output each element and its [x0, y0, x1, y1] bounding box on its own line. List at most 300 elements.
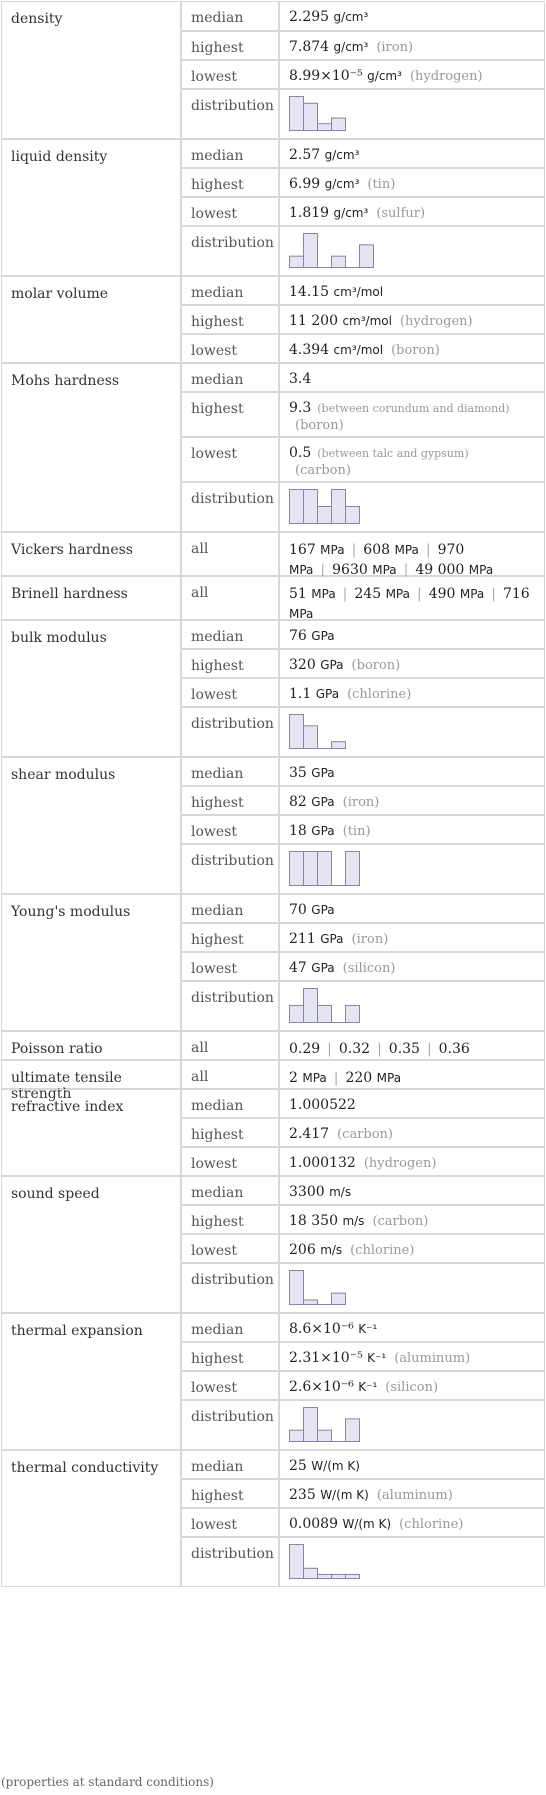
distribution-histogram [289, 714, 347, 750]
stat-value-cell [279, 1371, 545, 1400]
stat-label-cell [181, 1508, 279, 1537]
stat-label: highest [191, 177, 244, 193]
distribution-histogram [289, 1270, 347, 1306]
histogram-bar [304, 1408, 318, 1442]
stat-label: highest [191, 1351, 244, 1367]
histogram-bar [290, 256, 304, 267]
value-unit: GPa [315, 687, 340, 701]
stat-label-cell [181, 894, 279, 923]
property-name: Brinell hardness [1, 576, 181, 620]
stat-label-cell [181, 707, 279, 757]
stat-label: median [191, 148, 244, 164]
stat-value-cell [279, 363, 545, 392]
stat-label: distribution [191, 491, 274, 507]
histogram-bar [346, 852, 360, 886]
stat-label-cell [181, 1205, 279, 1234]
value-text [289, 765, 538, 782]
distribution-histogram [289, 96, 347, 132]
value-text [289, 1487, 538, 1504]
unit: MPa [468, 563, 494, 577]
stat-label-cell [181, 786, 279, 815]
value-note: (boron) [351, 658, 401, 673]
value-text [289, 686, 538, 703]
stat-label-cell [181, 60, 279, 89]
value-number: 7.874 [289, 39, 330, 55]
histogram-bar [346, 1574, 360, 1578]
unit: MPa [320, 543, 345, 557]
value-number: 2.6×10⁻⁶ [289, 1379, 354, 1395]
value-unit: g/cm³ [324, 177, 360, 191]
stat-label: distribution [191, 98, 274, 114]
value-text [289, 1155, 538, 1172]
value-unit: m/s [320, 1243, 343, 1257]
value-number: 320 [289, 657, 316, 673]
value-text [289, 1350, 538, 1367]
value-note: (boron) [295, 418, 344, 433]
stat-label-cell [181, 1147, 279, 1176]
histogram-bar [304, 234, 318, 268]
value-text [289, 628, 538, 645]
unit: MPa [376, 1071, 402, 1085]
value-number: 76 [289, 628, 307, 644]
histogram-bar [332, 1293, 346, 1304]
value-unit: g/cm³ [367, 69, 402, 83]
value-unit: K⁻¹ [358, 1322, 378, 1336]
list-separator: | [416, 586, 422, 602]
histogram-bar [318, 1006, 332, 1023]
list-separator: | [333, 1070, 339, 1086]
value-text [289, 1126, 538, 1143]
unit: MPa [372, 563, 397, 577]
unit: MPa [302, 1071, 327, 1085]
unit: MPa [394, 543, 419, 557]
stat-label: all [191, 1040, 209, 1056]
value-number: 70 [289, 902, 307, 918]
stat-label: highest [191, 401, 244, 417]
value-number: 1.000522 [289, 1097, 356, 1113]
value-number: 82 [289, 794, 307, 810]
unit: MPa [311, 587, 336, 601]
stat-value-cell [279, 482, 545, 532]
unit: MPa [459, 587, 485, 601]
stat-label-cell [181, 305, 279, 334]
unit: MPa [289, 607, 314, 621]
stat-value-cell [279, 1342, 545, 1371]
stat-value-cell [279, 620, 545, 649]
stat-value-cell [279, 168, 545, 197]
value-number: 8.6×10⁻⁶ [289, 1321, 354, 1337]
value-text [289, 1379, 538, 1396]
value-note: (hydrogen) [363, 1156, 437, 1171]
value-list [289, 1068, 538, 1088]
value-note: (iron) [342, 795, 380, 810]
distribution-histogram [289, 233, 375, 269]
stat-label-cell [181, 1537, 279, 1587]
unit: MPa [385, 587, 410, 601]
stat-value-cell [279, 757, 545, 786]
stat-label-cell [181, 952, 279, 981]
histogram-bar [290, 715, 304, 749]
value-text [289, 960, 538, 977]
stat-label: median [191, 1098, 244, 1114]
list-item: 490 MPa [428, 586, 485, 602]
stat-value-cell [279, 1450, 545, 1479]
stat-value-cell [279, 1031, 545, 1060]
value-note: (tin) [367, 177, 396, 192]
stat-value-cell [279, 1060, 545, 1089]
histogram-bar [304, 103, 318, 130]
value-number: 2.57 [289, 147, 321, 163]
value-number: 235 [289, 1487, 316, 1503]
value-number: 2.295 [289, 9, 330, 25]
stat-label-cell [181, 1234, 279, 1263]
histogram-bar [332, 1574, 346, 1578]
list-item: 51 MPa [289, 586, 336, 602]
property-name: sound speed [1, 1176, 181, 1313]
stat-label-cell [181, 139, 279, 168]
stat-value-cell [279, 815, 545, 844]
stat-label: distribution [191, 1546, 274, 1562]
list-separator: | [327, 1041, 332, 1057]
stat-label: median [191, 1459, 244, 1475]
value-qualifier: (between talc and gypsum) [317, 447, 469, 460]
stat-label-cell [181, 276, 279, 305]
value-number: 0.5 [289, 445, 312, 461]
value-text [289, 68, 538, 85]
stat-label-cell [181, 1031, 279, 1060]
stat-label: lowest [191, 687, 237, 703]
value-note: (iron) [351, 932, 389, 947]
stat-value-cell [279, 1508, 545, 1537]
stat-label: distribution [191, 853, 274, 869]
footnote: (properties at standard conditions) [1, 1775, 214, 1789]
stat-value-cell [279, 844, 545, 894]
stat-value-cell [279, 1263, 545, 1313]
histogram-bar [318, 124, 332, 131]
list-item: 608 MPa [363, 542, 419, 558]
stat-label-cell [181, 678, 279, 707]
stat-label-cell [181, 576, 279, 620]
value-number: 211 [289, 931, 316, 947]
stat-label: distribution [191, 716, 274, 732]
property-name: bulk modulus [1, 620, 181, 757]
stat-label: median [191, 629, 244, 645]
stat-label-cell [181, 815, 279, 844]
stat-value-cell [279, 139, 545, 168]
stat-value-cell [279, 1479, 545, 1508]
property-name: molar volume [1, 276, 181, 363]
stat-label: all [191, 1069, 209, 1085]
stat-value-cell [279, 1176, 545, 1205]
stat-label: highest [191, 658, 244, 674]
value-text [289, 445, 538, 479]
value-text [289, 1458, 538, 1475]
stat-label-cell [181, 620, 279, 649]
value-number: 14.15 [289, 284, 330, 300]
property-name: density [1, 1, 181, 139]
stat-value-cell [279, 276, 545, 305]
value-note: (carbon) [372, 1214, 429, 1229]
value-note: (silicon) [342, 961, 396, 976]
stat-label-cell [181, 197, 279, 226]
stat-label: median [191, 903, 244, 919]
stat-label: highest [191, 932, 244, 948]
value-unit: g/cm³ [333, 10, 369, 24]
list-item: 0.36 [438, 1041, 470, 1057]
stat-value-cell [279, 1234, 545, 1263]
stat-label-cell [181, 981, 279, 1031]
histogram-bar [290, 97, 304, 131]
stat-label-cell [181, 1342, 279, 1371]
stat-label: distribution [191, 1409, 274, 1425]
value-note: (tin) [342, 824, 371, 839]
stat-label-cell [181, 168, 279, 197]
distribution-histogram [289, 1407, 361, 1443]
value-text [289, 371, 538, 388]
stat-label: highest [191, 1488, 244, 1504]
value-note: (aluminum) [376, 1488, 453, 1503]
stat-label-cell [181, 226, 279, 276]
value-text [289, 284, 538, 301]
list-item: 970 MPa [289, 542, 465, 577]
histogram-bar [346, 1006, 360, 1023]
value-number: 47 [289, 960, 307, 976]
histogram-bar [304, 726, 318, 749]
value-number: 2.31×10⁻⁵ [289, 1350, 363, 1366]
value-unit: GPa [311, 824, 335, 838]
value-text [289, 313, 538, 330]
stat-label-cell [181, 1089, 279, 1118]
histogram-bar [360, 245, 374, 268]
list-item: 716 MPa [289, 586, 530, 621]
stat-label-cell [181, 923, 279, 952]
stat-label-cell [181, 31, 279, 60]
list-item: 245 MPa [354, 586, 410, 602]
value-unit: m/s [342, 1214, 365, 1228]
stat-value-cell [279, 89, 545, 139]
property-name: ultimate tensile strength [1, 1060, 181, 1089]
value-number: 1.819 [289, 205, 330, 221]
list-separator: | [403, 562, 409, 578]
stat-label-cell [181, 1263, 279, 1313]
value-text [289, 823, 538, 840]
stat-value-cell [279, 305, 545, 334]
histogram-bar [318, 1430, 332, 1441]
stat-label: all [191, 585, 209, 601]
stat-label: median [191, 10, 244, 26]
stat-label-cell [181, 363, 279, 392]
value-number: 18 350 [289, 1213, 338, 1229]
stat-label: median [191, 285, 244, 301]
value-note: (chlorine) [350, 1243, 415, 1258]
property-name: refractive index [1, 1089, 181, 1176]
property-name: Mohs hardness [1, 363, 181, 532]
list-item: 2 MPa [289, 1070, 327, 1086]
histogram-bar [318, 1574, 332, 1578]
stat-label: highest [191, 795, 244, 811]
stat-value-cell [279, 786, 545, 815]
list-separator: | [342, 586, 348, 602]
stat-value-cell [279, 707, 545, 757]
histogram-bar [290, 1545, 304, 1579]
value-note: (carbon) [295, 463, 351, 478]
value-unit: g/cm³ [333, 40, 369, 54]
stat-value-cell [279, 226, 545, 276]
value-note: (silicon) [385, 1380, 439, 1395]
histogram-bar [332, 256, 346, 267]
value-number: 6.99 [289, 176, 321, 192]
list-item: 0.32 [338, 1041, 371, 1057]
stat-value-cell [279, 437, 545, 482]
value-note: (sulfur) [376, 206, 426, 221]
stat-label-cell [181, 437, 279, 482]
value-unit: GPa [311, 629, 335, 643]
value-number: 25 [289, 1458, 307, 1474]
distribution-histogram [289, 851, 361, 887]
stat-value-cell [279, 334, 545, 363]
stat-label-cell [181, 1479, 279, 1508]
stat-label: highest [191, 1127, 244, 1143]
stat-label: lowest [191, 206, 237, 222]
value-text [289, 1213, 538, 1230]
list-item: 220 MPa [345, 1070, 402, 1086]
unit: MPa [289, 563, 314, 577]
property-name: Poisson ratio [1, 1031, 181, 1060]
stat-value-cell [279, 576, 545, 620]
property-name: Vickers hardness [1, 532, 181, 576]
value-number: 1.1 [289, 686, 312, 702]
value-note: (carbon) [337, 1127, 394, 1142]
value-qualifier: (between corundum and diamond) [317, 402, 510, 415]
stat-label: lowest [191, 1243, 237, 1259]
histogram-bar [304, 989, 318, 1023]
value-note: (hydrogen) [399, 314, 473, 329]
stat-label: distribution [191, 235, 274, 251]
stat-value-cell [279, 1, 545, 31]
value-note: (iron) [376, 40, 414, 55]
stat-label: lowest [191, 824, 237, 840]
property-name: thermal expansion [1, 1313, 181, 1450]
value-number: 3300 [289, 1184, 325, 1200]
stat-value-cell [279, 31, 545, 60]
histogram-bar [346, 507, 360, 524]
list-separator: | [425, 542, 431, 558]
value-number: 3.4 [289, 371, 312, 387]
list-separator: | [320, 562, 326, 578]
value-number: 0.0089 [289, 1516, 338, 1532]
stat-label-cell [181, 1371, 279, 1400]
value-number: 206 [289, 1242, 316, 1258]
histogram-bar [290, 1430, 304, 1441]
property-name: thermal conductivity [1, 1450, 181, 1587]
value-unit: cm³/mol [342, 314, 392, 328]
value-unit: GPa [311, 795, 335, 809]
value-text [289, 1321, 538, 1338]
list-separator: | [491, 586, 496, 602]
histogram-bar [304, 490, 318, 524]
stat-label-cell [181, 1060, 279, 1089]
value-list [289, 540, 538, 580]
value-number: 2.417 [289, 1126, 330, 1142]
value-unit: g/cm³ [324, 148, 360, 162]
value-number: 1.000132 [289, 1155, 356, 1171]
value-text [289, 1242, 538, 1259]
list-item: 0.29 [289, 1041, 321, 1057]
histogram-bar [290, 1271, 304, 1305]
stat-label-cell [181, 89, 279, 139]
histogram-bar [318, 852, 332, 886]
value-text [289, 176, 538, 193]
value-unit: GPa [311, 766, 335, 780]
stat-value-cell [279, 678, 545, 707]
stat-label: distribution [191, 1272, 274, 1288]
value-unit: W/(m K) [342, 1517, 392, 1531]
stat-label: highest [191, 1214, 244, 1230]
histogram-bar [318, 507, 332, 524]
stat-label-cell [181, 392, 279, 437]
stat-value-cell [279, 923, 545, 952]
stat-value-cell [279, 1118, 545, 1147]
value-note: (chlorine) [347, 687, 412, 702]
stat-value-cell [279, 894, 545, 923]
value-text [289, 342, 538, 359]
value-number: 35 [289, 765, 307, 781]
value-text [289, 1184, 538, 1201]
value-text [289, 400, 538, 434]
histogram-bar [290, 1006, 304, 1023]
value-unit: g/cm³ [333, 206, 369, 220]
stat-label: median [191, 766, 244, 782]
value-text [289, 931, 538, 948]
value-number: 9.3 [289, 400, 312, 416]
value-list [289, 1039, 538, 1059]
stat-label: lowest [191, 1517, 237, 1533]
stat-label-cell [181, 482, 279, 532]
stat-label-cell [181, 1118, 279, 1147]
value-text [289, 205, 538, 222]
stat-value-cell [279, 1537, 545, 1587]
stat-label-cell [181, 1450, 279, 1479]
stat-label: median [191, 1322, 244, 1338]
stat-label: lowest [191, 446, 237, 462]
list-item: 0.35 [388, 1041, 420, 1057]
value-number: 18 [289, 823, 307, 839]
value-unit: K⁻¹ [367, 1351, 387, 1365]
stat-label-cell [181, 1400, 279, 1450]
stat-value-cell [279, 649, 545, 678]
value-number: 4.394 [289, 342, 330, 358]
list-separator: | [377, 1041, 382, 1057]
list-item: 167 MPa [289, 542, 345, 558]
list-item: 9630 MPa [332, 562, 397, 578]
stat-label-cell [181, 757, 279, 786]
property-name: liquid density [1, 139, 181, 276]
stat-label: lowest [191, 961, 237, 977]
stat-label-cell [181, 334, 279, 363]
stat-label-cell [181, 1176, 279, 1205]
list-separator: | [351, 542, 357, 558]
value-note: (hydrogen) [409, 69, 483, 84]
histogram-bar [304, 852, 318, 886]
value-text [289, 657, 538, 674]
list-item: 49 000 MPa [415, 562, 494, 578]
stat-value-cell [279, 1400, 545, 1450]
value-unit: m/s [329, 1185, 352, 1199]
distribution-histogram [289, 988, 361, 1024]
property-name: Young's modulus [1, 894, 181, 1031]
value-unit: W/(m K) [311, 1459, 360, 1473]
distribution-histogram [289, 489, 361, 525]
